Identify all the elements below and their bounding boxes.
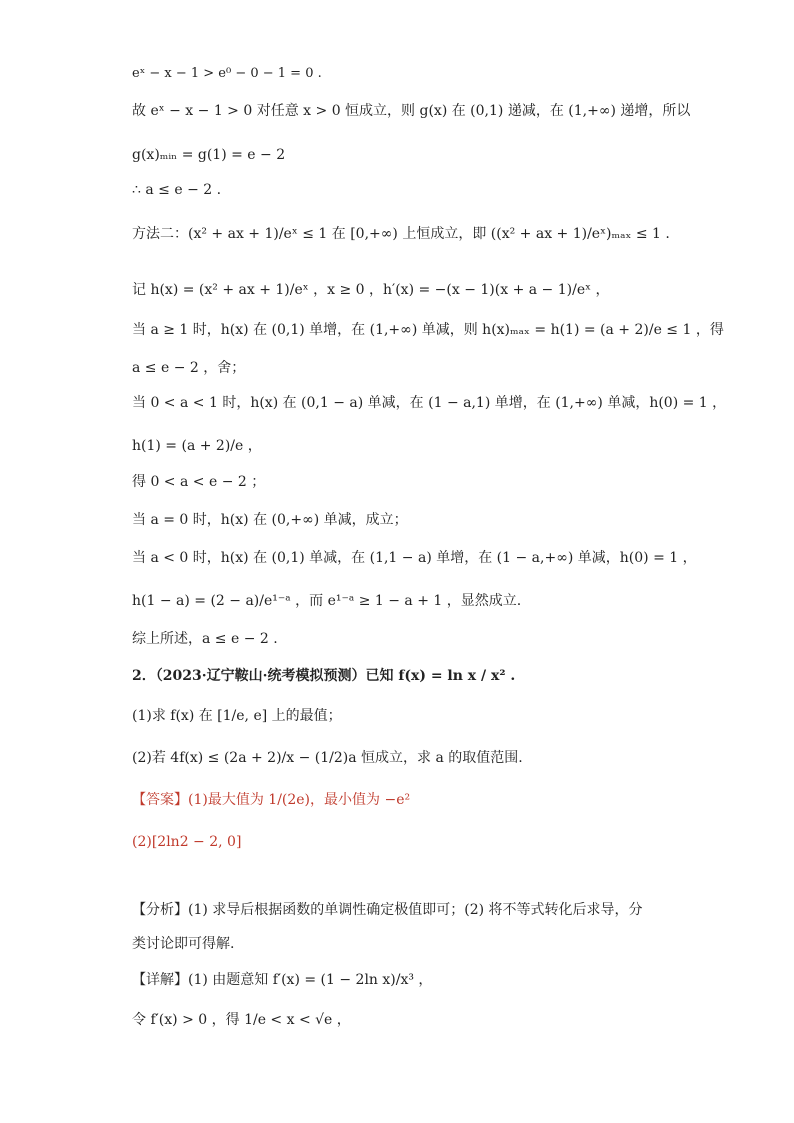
text-line: ∴ a ≤ e − 2 . [132,182,222,198]
text-line: g(x)ₘᵢₙ = g(1) = e − 2 [132,147,286,163]
text-line: 综上所述，a ≤ e − 2 . [132,631,278,647]
answer-line: (2)[2ln2 − 2, 0] [132,834,242,850]
detail-line: 令 f′(x) > 0 ，得 1/e < x < √e ， [132,1012,351,1028]
text-line: 得 0 < a < e − 2 ； [132,474,266,490]
text-line: 记 h(x) = (x² + ax + 1)/eˣ ，x ≥ 0 ，h′(x) = −(x − 1)(x + a − 1)/eˣ ， [132,282,610,298]
problem-title: 2．（2023·辽宁鞍山·统考模拟预测）已知 f(x) = ln x / x² . [132,668,516,684]
text-line: 故 eˣ − x − 1 > 0 对任意 x > 0 恒成立，则 g(x) 在 (0,1) 递减，在 (1,+∞) 递增，所以 [132,103,691,119]
text-line: 当 0 < a < 1 时，h(x) 在 (0,1 − a) 单减，在 (1 − a,1) 单增，在 (1,+∞) 单减，h(0) = 1 ， [132,395,727,411]
text-line: 当 a < 0 时，h(x) 在 (0,1) 单减，在 (1,1 − a) 单增，在 (1 − a,+∞) 单减，h(0) = 1 ， [132,550,697,566]
analysis-line: 类讨论即可得解. [132,936,235,952]
text-line: h(1 − a) = (2 − a)/e¹⁻ᵃ ，而 e¹⁻ᵃ ≥ 1 − a + 1 ，显然成立. [132,593,522,609]
detail-line: 【详解】(1) 由题意知 f′(x) = (1 − 2ln x)/x³ ， [132,972,433,988]
text-line: (1)求 f(x) 在 [1/e, e] 上的最值； [132,708,342,724]
analysis-line: 【分析】(1) 求导后根据函数的单调性确定极值即可；(2) 将不等式转化后求导，分 [132,902,643,918]
text-line: h(1) = (a + 2)/e ， [132,438,262,454]
text-line: 当 a = 0 时，h(x) 在 (0,+∞) 单减，成立； [132,512,408,528]
text-line: a ≤ e − 2 ，舍； [132,360,246,376]
answer-line: 【答案】(1)最大值为 1/(2e)，最小值为 −e² [132,792,411,808]
text-line: (2)若 4f(x) ≤ (2a + 2)/x − (1/2)a 恒成立，求 a 的取值范围. [132,750,523,766]
text-line: 方法二：(x² + ax + 1)/eˣ ≤ 1 在 [0,+∞) 上恒成立，即 ((x² + ax + 1)/eˣ)ₘₐₓ ≤ 1 . [132,226,670,242]
text-line: eˣ − x − 1 > e⁰ − 0 − 1 = 0 . [132,66,322,81]
text-line: 当 a ≥ 1 时，h(x) 在 (0,1) 单增，在 (1,+∞) 单减，则 h(x)ₘₐₓ = h(1) = (a + 2)/e ≤ 1 ，得 [132,322,724,338]
